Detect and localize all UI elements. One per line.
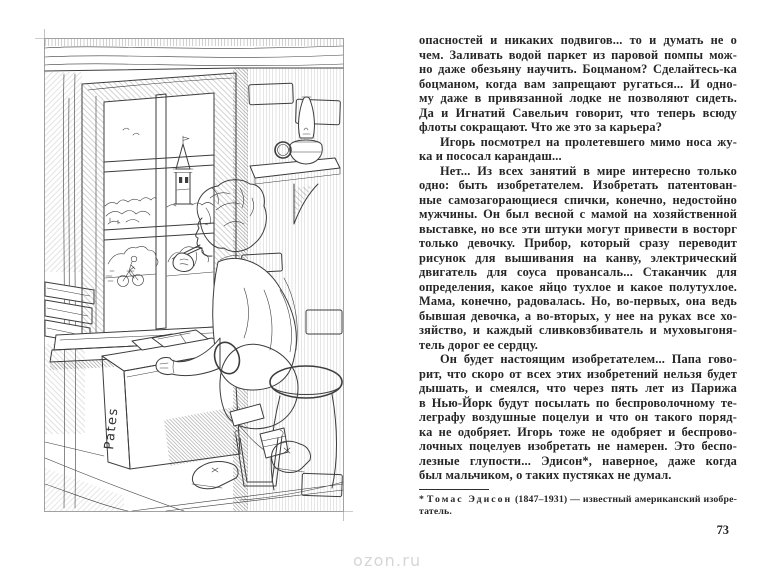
crate-label: Pates <box>102 406 122 451</box>
paragraph <box>419 33 737 135</box>
text-line: был мальчиком, о таких пустяках не думал. <box>419 468 672 482</box>
illustration <box>44 38 344 512</box>
page-number: 73 <box>716 523 729 537</box>
footnote-text: (1847–1931) — известный американский изобре- <box>512 493 737 505</box>
paragraph <box>419 135 737 164</box>
paragraph <box>419 352 737 483</box>
text-line: чем. Заливать водой паркет из паровой помпы мож- <box>419 47 737 62</box>
text-line: лезные глупости... Эдисон*, наверное, даже когда <box>419 453 737 468</box>
text-line: Мама, конечно, радовалась. Но, во-первых, она ведь <box>419 294 737 308</box>
cyclist <box>106 256 144 286</box>
church-steeple <box>173 136 193 204</box>
text-line: леграфу воздушные поцелуи и что он такого поряд- <box>419 410 737 424</box>
text-line: Нет... Из всех занятий в мире интересно только <box>440 163 737 178</box>
footnote-line <box>419 494 737 506</box>
text-line: тель дорог ее сердцу. <box>419 337 539 352</box>
right-page-text-column <box>419 33 737 518</box>
text-line: только девочку. Прибор, который сразу переводит <box>419 236 737 250</box>
ozon-watermark: ozon.ru <box>353 551 422 570</box>
text-line: ные самозагорающиеся спички, конечно, недостойно <box>419 192 737 207</box>
birds-icon <box>123 128 139 135</box>
text-line: зяйство, и каждый сливковзбиватель и муховыгоня- <box>419 323 737 337</box>
text-line: дышать, и смеялся, что через пять лет из Парижа <box>419 381 737 395</box>
footnote <box>419 489 737 519</box>
text-line: бывшая девочка, а во-вторых, у нее на руках все хо- <box>419 308 737 323</box>
footnote-rule <box>419 489 489 490</box>
ceiling-beam <box>45 39 343 71</box>
bushes <box>105 246 213 278</box>
text-line: двигатель для соуса провансаль... Стаканчик для <box>419 265 737 279</box>
text-line: ка и пососал карандаш... <box>419 149 562 163</box>
text-line: Он будет настоящим изобретателем... Папа гово- <box>440 352 737 366</box>
text-line: лочных поцелуев изобретать не намерен. Это беспо- <box>419 439 737 453</box>
text-line: выставке, но все эти штуки могут привести в восторг <box>419 221 737 236</box>
text-line: определения, какое яйцо тухлое и какое полутухлое. <box>419 279 737 294</box>
text-line: Да и Игнатий Савельич говорит, что теперь всюду <box>419 105 737 120</box>
text-line: но даже обезьяну научить. Боцманом? Сделайтесь-ка <box>419 62 737 76</box>
text-line: му даже в привязанной лодке не позволяют сидеть. <box>419 91 737 105</box>
footnote-line: татель. <box>419 505 452 517</box>
text-line: одно: быть изобретателем. Изобретать патентован- <box>419 178 737 192</box>
footnote-term: Томас Эдисон <box>426 493 513 505</box>
paragraph <box>419 164 737 353</box>
text-line: флоты сокращают. Что же это за карьера? <box>419 120 663 134</box>
text-line: рит, что скоро от всех этих изобретений нельзя будет <box>419 366 737 381</box>
text-line: Игорь посмотрел на пролетевшего мимо носа жу- <box>440 134 737 149</box>
text-line: ка не одобряет. Игорь тоже не одобряет и беспрово- <box>419 424 737 439</box>
footnote-marker: * <box>419 493 427 505</box>
text-line: в Нью-Йорк будут посылать по беспроволочному те- <box>419 395 737 410</box>
text-line: опасностей и никаких подвигов... то и думать не о <box>419 33 737 47</box>
text-line: боцманом, когда вам запрещают ругаться... И одно- <box>419 76 737 91</box>
text-line: рисунок для вышивания на канву, электрический <box>419 250 737 265</box>
text-line: мужчины. Он был весной с мамой на хозяйственной <box>419 207 737 221</box>
